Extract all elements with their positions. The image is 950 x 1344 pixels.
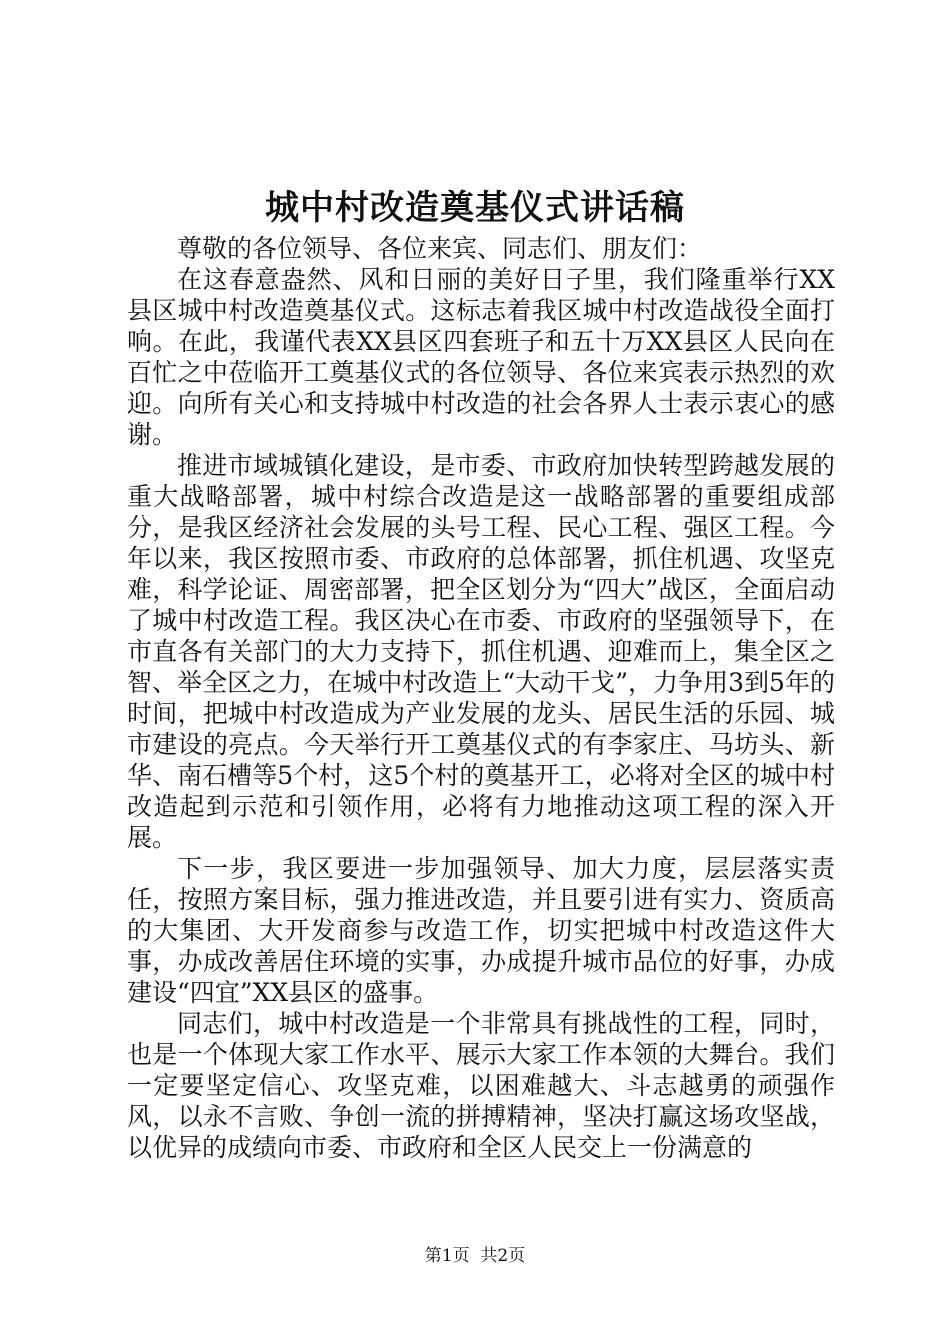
- paragraph-3: 下一步，我区要进一步加强领导、加大力度，层层落实责任，按照方案目标，强力推进改造，并且要引进有实力、资质高的大集团、大开发商参与改造工作，切实把城中村改造这件大事，办成改善居住环境的实事，办成提升城市品位的好事，办成建设“四宜”XX县区的盛事。: [127, 854, 835, 1007]
- page-footer: [0, 1244, 950, 1268]
- paragraph-4: 同志们，城中村改造是一个非常具有挑战性的工程，同时，也是一个体现大家工作水平、展示大家工作本领的大舞台。我们一定要坚定信心、攻坚克难，以困难越大、斗志越勇的顽强作风，以永不言败、争创一流的拼搏精神，坚决打赢这场攻坚战，以优异的成绩向市委、市政府和全区人民交上一份满意的: [127, 1009, 835, 1162]
- paragraph-2: 推进市域城镇化建设，是市委、市政府加快转型跨越发展的重大战略部署，城中村综合改造是这一战略部署的重要组成部分，是我区经济社会发展的头号工程、民心工程、强区工程。今年以来，我区按照市委、市政府的总体部署，抓住机遇、攻坚克难，科学论证、周密部署，把全区划分为“四大”战区，全面启动了城中村改造工程。我区决心在市委、市政府的坚强领导下，在市直各有关部门的大力支持下，抓住机遇、迎难而上，集全区之智、举全区之力，在城中村改造上“大动干戈”，力争用3到5年的时间，把城中村改造成为产业发展的龙头、居民生活的乐园、城市建设的亮点。今天举行开工奠基仪式的有李家庄、马坊头、新华、南石槽等5个村，这5个村的奠基开工，必将对全区的城中村改造起到示范和引领作用，必将有力地推动这项工程的深入开展。: [127, 451, 835, 852]
- page-indicator: 第1页 共2页: [424, 1246, 526, 1266]
- document-body: [127, 233, 835, 1163]
- document-title: 城中村改造奠基仪式讲话稿: [265, 188, 685, 228]
- salutation: 尊敬的各位领导、各位来宾、同志们、朋友们：: [177, 234, 703, 263]
- paragraph-1: 在这春意盎然、风和日丽的美好日子里，我们隆重举行XX县区城中村改造奠基仪式。这标志着我区城中村改造战役全面打响。在此，我谨代表XX县区四套班子和五十万XX县区人民向在百忙之中莅临开工奠基仪式的各位领导、各位来宾表示热烈的欢迎。向所有关心和支持城中村改造的社会各界人士表示衷心的感谢。: [127, 265, 835, 449]
